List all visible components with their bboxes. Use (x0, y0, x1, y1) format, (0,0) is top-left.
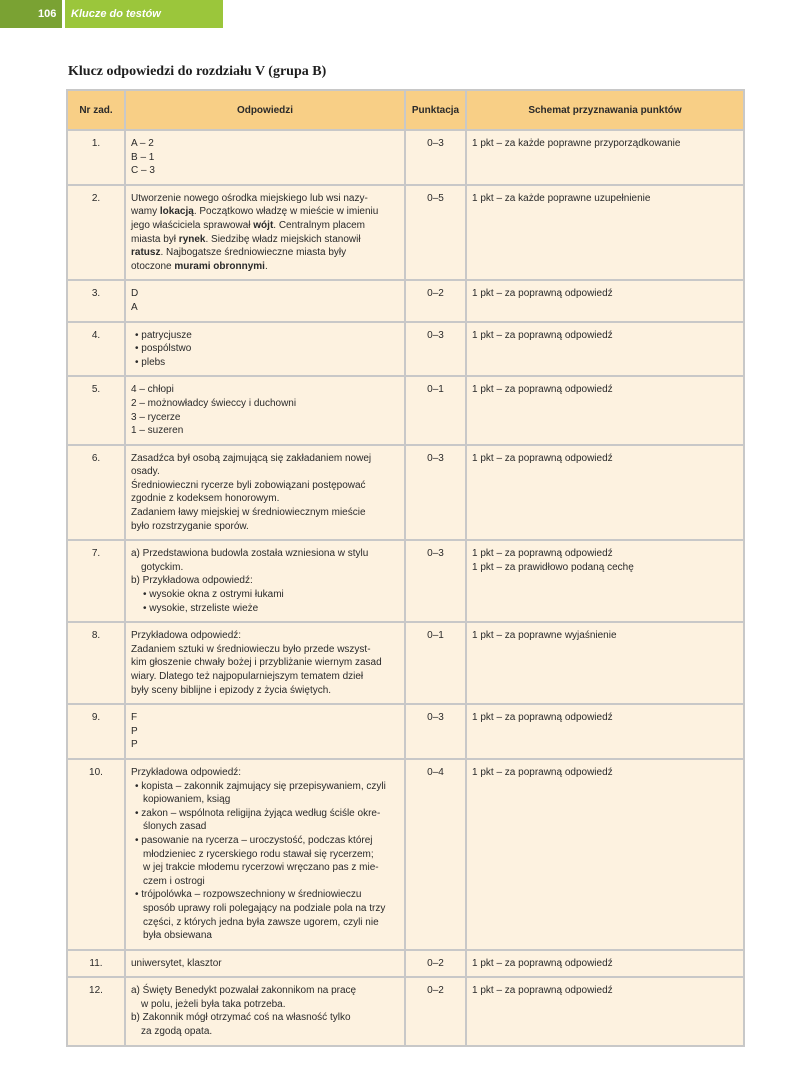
answer-line: 4 – chłopi (131, 384, 174, 396)
answer-bullet: • kopista – zakonnik zajmujący się przepisywaniem, czyli (135, 780, 386, 792)
task-number: 9. (67, 704, 125, 759)
points-cell: 0–5 (405, 185, 466, 281)
points-cell: 0–3 (405, 445, 466, 541)
table-header-row (67, 90, 744, 130)
answer-line: A – 2 (131, 138, 154, 149)
answer-line: P (131, 739, 138, 751)
answer-line: a) Przedstawiona budowla została wzniesiona w stylu (131, 548, 369, 560)
scheme-line: 1 pkt – za poprawną odpowiedź (472, 329, 613, 341)
answer-line: Utworzenie nowego ośrodka miejskiego lub wsi nazy- (131, 192, 368, 204)
answer-bullet: • zakon – wspólnota religijna żyjąca według ściśle okre- (135, 807, 381, 819)
task-number: 8. (67, 622, 125, 704)
points-cell: 0–3 (405, 130, 466, 185)
page-title: Klucz odpowiedzi do rozdziału V (grupa B) (68, 64, 327, 79)
page-number: 106 (0, 0, 62, 28)
scheme-line: 1 pkt – za każde poprawne przyporządkowanie (472, 138, 681, 149)
scheme-line: 1 pkt – za poprawne wyjaśnienie (472, 630, 617, 642)
answer-line: kim głoszenie chwały bożej i przybliżanie wiernym zasad (131, 657, 382, 669)
answer-line: 2 – możnowładcy świeccy i duchowni (131, 397, 297, 409)
answer-cell (125, 376, 405, 444)
scheme-cell (466, 322, 744, 377)
answer-line: A (131, 301, 138, 313)
answer-cell (125, 704, 405, 759)
answer-line: osady. (131, 466, 160, 478)
scheme-cell (466, 704, 744, 759)
answer-key-table (66, 89, 745, 1047)
scheme-line: 1 pkt – za każde poprawne uzupełnienie (472, 192, 651, 204)
task-number: 7. (67, 540, 125, 622)
answer-line: B – 1 (131, 151, 155, 163)
answer-line: była obsiewana (143, 930, 212, 942)
answer-line: wiary. Dlatego też najpopularniejszym tematem dzieł (131, 671, 364, 682)
section-title: Klucze do testów (65, 0, 223, 28)
answer-line: D (131, 288, 139, 300)
answer-line: C – 3 (131, 165, 155, 177)
scheme-line: 1 pkt – za poprawną odpowiedź (472, 548, 613, 560)
column-header-nr: Nr zad. (67, 90, 125, 130)
answer-line: części, z których jedna była zawsze ugorem, czyli nie (143, 916, 379, 928)
answer-line: były sceny biblijne i epizody z życia świętych. (131, 684, 332, 696)
task-number: 12. (67, 977, 125, 1045)
top-banner (0, 0, 223, 28)
answer-line: 3 – rycerze (131, 411, 181, 423)
table-row (67, 950, 744, 978)
column-header-points: Punktacja (405, 90, 466, 130)
answer-line: gotyckim. (141, 561, 184, 573)
points-cell: 0–3 (405, 704, 466, 759)
table-row (67, 185, 744, 281)
answer-bullet: • pospólstwo (135, 343, 192, 355)
answer-line: Średniowieczni rycerze byli zobowiązani postępować (131, 479, 366, 491)
scheme-cell (466, 622, 744, 704)
points-cell: 0–2 (405, 977, 466, 1045)
answer-line: Zasadźca był osobą zajmującą się zakładaniem nowej (131, 452, 372, 464)
answer-line: b) Zakonnik mógł otrzymać coś na własność tylko (131, 1012, 351, 1024)
column-header-answers: Odpowiedzi (125, 90, 405, 130)
column-header-scheme: Schemat przyznawania punktów (466, 90, 744, 130)
task-number: 3. (67, 280, 125, 321)
table-row (67, 759, 744, 950)
scheme-line: 1 pkt – za poprawną odpowiedź (472, 288, 613, 300)
points-cell: 0–2 (405, 950, 466, 978)
bold-term: murami obronnymi (174, 260, 265, 272)
table-row (67, 622, 744, 704)
task-number: 10. (67, 759, 125, 950)
answer-bullet: • wysokie, strzeliste wieże (143, 602, 259, 614)
bold-term: ratusz (131, 247, 161, 259)
answer-cell (125, 622, 405, 704)
answer-line: Przykładowa odpowiedź: (131, 766, 242, 778)
answer-line: ratusz. Najbogatsze średniowieczne miasta były (131, 247, 347, 259)
answer-cell (125, 759, 405, 950)
answer-cell (125, 977, 405, 1045)
bold-term: rynek (178, 233, 206, 245)
scheme-cell (466, 130, 744, 185)
table-row (67, 322, 744, 377)
answer-line: a) Święty Benedykt pozwalał zakonnikom na pracę (131, 985, 357, 997)
scheme-line: 1 pkt – za poprawną odpowiedź (472, 452, 613, 464)
scheme-line: 1 pkt – za poprawną odpowiedź (472, 384, 613, 396)
answer-line: młodzieniec z rycerskiego rodu stawał się rycerzem; (143, 848, 374, 860)
answer-line: jego właściciela sprawował wójt. Centralnym placem (131, 219, 365, 231)
table-row (67, 977, 744, 1045)
scheme-line: 1 pkt – za poprawną odpowiedź (472, 712, 613, 724)
answer-bullet: • plebs (135, 356, 166, 368)
scheme-cell (466, 977, 744, 1045)
answer-bullet: • patrycjusze (135, 329, 192, 341)
scheme-line: 1 pkt – za prawidłowo podaną cechę (472, 561, 634, 573)
answer-line: ślonych zasad (143, 821, 207, 833)
task-number: 11. (67, 950, 125, 978)
table-row (67, 130, 744, 185)
task-number: 2. (67, 185, 125, 281)
scheme-cell (466, 759, 744, 950)
scheme-line: 1 pkt – za poprawną odpowiedź (472, 985, 613, 997)
points-cell: 0–4 (405, 759, 466, 950)
answer-cell (125, 130, 405, 185)
answer-cell (125, 950, 405, 978)
answer-line: czem i ostrogi (143, 875, 205, 887)
answer-line: 1 – suzeren (131, 425, 184, 437)
answer-line: wamy lokacją. Początkowo władzę w mieście w imieniu (131, 206, 379, 218)
table-row (67, 280, 744, 321)
table-row (67, 704, 744, 759)
answer-cell (125, 322, 405, 377)
answer-cell-rich (125, 185, 405, 281)
answer-line: miasta był rynek. Siedzibę władz miejskich stanowił (131, 233, 361, 245)
points-cell: 0–2 (405, 280, 466, 321)
bold-term: lokacją (159, 206, 194, 218)
answer-line: było rozstrzyganie sporów. (131, 520, 249, 532)
task-number: 6. (67, 445, 125, 541)
task-number: 1. (67, 130, 125, 185)
scheme-cell (466, 540, 744, 622)
answer-line: kopiowaniem, ksiąg (143, 794, 231, 806)
points-cell: 0–1 (405, 376, 466, 444)
scheme-cell (466, 280, 744, 321)
points-cell: 0–1 (405, 622, 466, 704)
answer-line: P (131, 725, 138, 737)
answer-line: w polu, jeżeli była taka potrzeba. (141, 998, 286, 1010)
task-number: 5. (67, 376, 125, 444)
scheme-cell (466, 950, 744, 978)
answer-line: F (131, 712, 138, 724)
answer-line: sposób uprawy roli polegający na podziale pola na trzy (143, 902, 386, 914)
points-cell: 0–3 (405, 540, 466, 622)
scheme-cell (466, 185, 744, 281)
answer-bullet: • pasowanie na rycerza – uroczystość, podczas której (135, 834, 373, 846)
answer-line: Zadaniem ławy miejskiej w średniowiecznym mieście (131, 507, 366, 519)
answer-cell (125, 280, 405, 321)
answer-line: b) Przykładowa odpowiedź: (131, 575, 253, 587)
answer-line: Zadaniem sztuki w średniowieczu było przede wszyst- (131, 643, 371, 655)
answer-bullet: • trójpolówka – rozpowszechniony w średniowieczu (135, 889, 362, 901)
answer-line: uniwersytet, klasztor (131, 957, 222, 969)
answer-line: otoczone murami obronnymi. (131, 260, 268, 272)
table-row (67, 540, 744, 622)
answer-line: za zgodą opata. (141, 1026, 213, 1038)
answer-line: w jej trakcie młodemu rycerzowi wręczano pas z mie- (143, 862, 379, 874)
bold-term: wójt (253, 219, 274, 231)
answer-line: zgodnie z kodeksem honorowym. (131, 493, 280, 505)
scheme-line: 1 pkt – za poprawną odpowiedź (472, 766, 613, 778)
scheme-line: 1 pkt – za poprawną odpowiedź (472, 957, 613, 969)
answer-cell (125, 540, 405, 622)
answer-bullet: • wysokie okna z ostrymi łukami (143, 589, 284, 601)
answer-cell (125, 445, 405, 541)
table-row (67, 376, 744, 444)
answer-line: Przykładowa odpowiedź: (131, 630, 242, 642)
scheme-cell (466, 445, 744, 541)
scheme-cell (466, 376, 744, 444)
points-cell: 0–3 (405, 322, 466, 377)
table-row (67, 445, 744, 541)
task-number: 4. (67, 322, 125, 377)
